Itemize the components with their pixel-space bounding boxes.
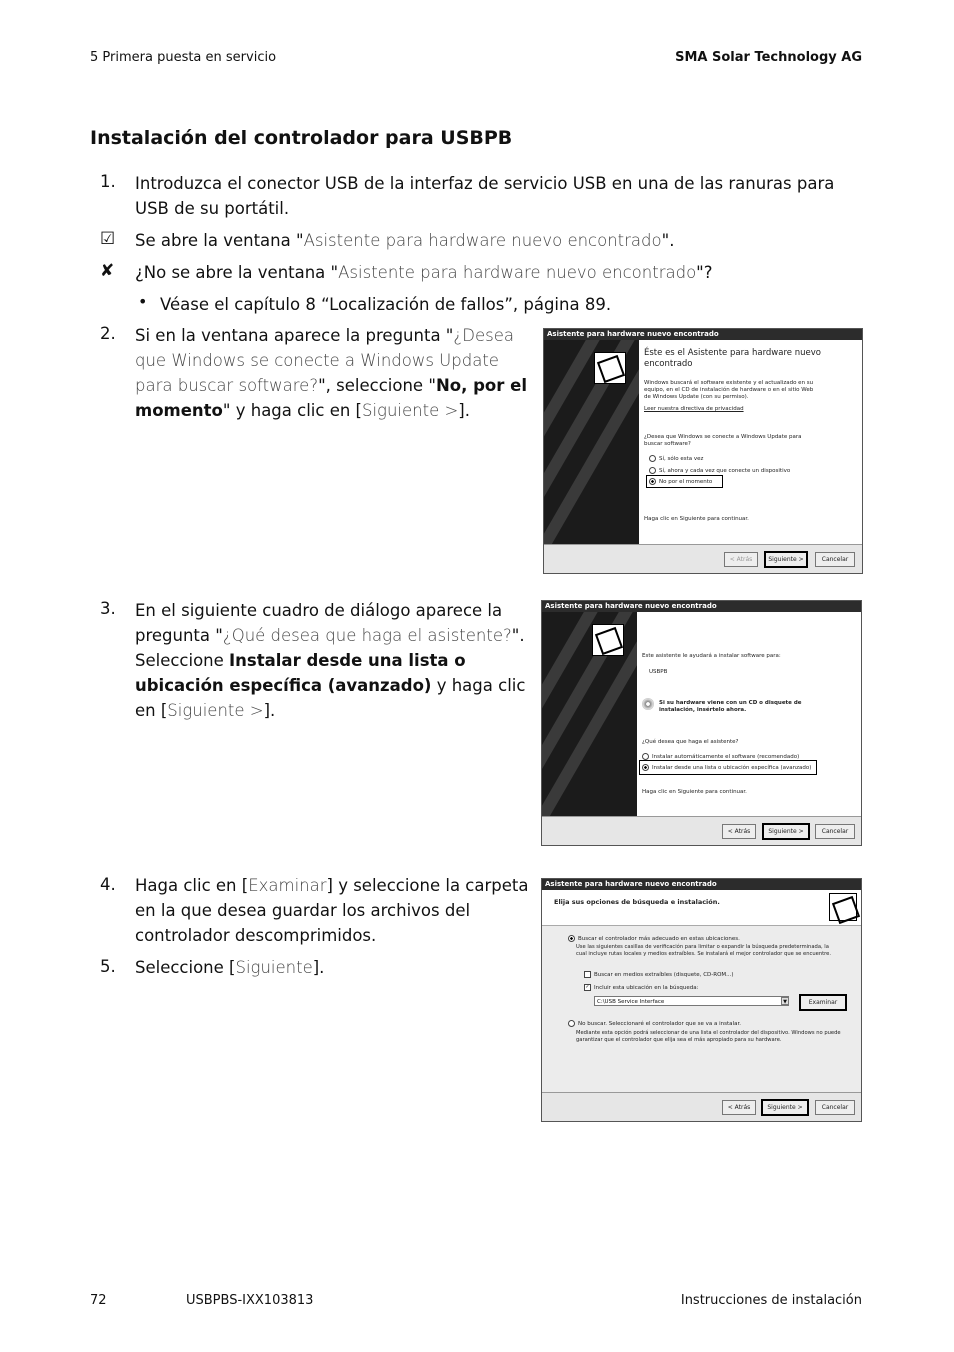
back-button[interactable]: < Atrás xyxy=(722,824,756,839)
step-2-text: Si en la ventana aparece la pregunta "¿Desea que Windows se conecte a Windows Update para buscar software?", seleccione "No, por el momento" y haga clic en [Siguiente >]. xyxy=(135,326,527,420)
radio-icon xyxy=(649,455,656,462)
radio-icon xyxy=(642,753,649,760)
result-fail-text: ¿No se abre la ventana "Asistente para hardware nuevo encontrado"? xyxy=(135,263,713,282)
radio-install-auto[interactable]: Instalar automáticamente el software (recomendado) xyxy=(642,753,799,761)
checkbox-include-location[interactable]: ✓ Incluir esta ubicación en la búsqueda: xyxy=(585,984,699,991)
cancel-button[interactable]: Cancelar xyxy=(815,1100,855,1115)
radio-icon xyxy=(649,467,656,474)
hardware-wizard-icon xyxy=(829,893,857,921)
dialog-button-bar xyxy=(544,544,862,573)
next-button[interactable]: Siguiente > xyxy=(764,551,808,568)
checkmark-icon: ☑ xyxy=(100,229,116,249)
result-ok-text: Se abre la ventana "Asistente para hardware nuevo encontrado". xyxy=(135,231,675,250)
highlight-frame xyxy=(646,475,723,488)
step-4-text: Haga clic en [Examinar] y seleccione la carpeta en la que desea guardar los archivos del controlador descomprimidos. xyxy=(135,876,529,945)
location-path-field[interactable]: C:\USB Service Interface xyxy=(594,996,789,1006)
privacy-link[interactable]: Leer nuestra directiva de privacidad xyxy=(644,406,744,412)
bullet-text: Véase el capítulo 8 “Localización de fallos”, página 89. xyxy=(160,295,612,314)
radio-icon xyxy=(568,1020,575,1027)
highlight-frame xyxy=(639,760,817,775)
dialog-heading: Éste es el Asistente para hardware nuevo encontrado xyxy=(644,348,821,369)
device-name: USBPB xyxy=(649,669,668,675)
search-description: Use las siguientes casillas de verificación para limitar o expandir la búsqueda predeterminada, la cual incluye rutas locales y medios extraíbles. Se instalará el mejor controlador que se encuentre. xyxy=(576,944,831,957)
cross-icon: ✘ xyxy=(100,261,115,281)
document-type: Instrucciones de instalación xyxy=(680,1293,862,1308)
step-5-number: 5. xyxy=(100,957,116,976)
cancel-button[interactable]: Cancelar xyxy=(815,824,855,839)
radio-search-best[interactable]: Buscar el controlador más adecuado en estas ubicaciones. xyxy=(568,935,740,943)
radio-not-now[interactable]: No por el momento xyxy=(649,478,712,486)
section-title: Instalación del controlador para USBPB xyxy=(90,127,513,149)
next-button[interactable]: Siguiente > xyxy=(762,823,810,840)
dialog-description: Windows buscará el software existente y el actualizado en su equipo, en el CD de instalación de hardware o en el sitio Web de Windows Update (con su permiso). xyxy=(644,380,814,400)
step-2-number: 2. xyxy=(100,324,116,343)
dialog-title-bar: Asistente para hardware nuevo encontrado xyxy=(542,879,861,890)
dialog-question: ¿Qué desea que haga el asistente? xyxy=(642,739,739,745)
radio-dont-search[interactable]: No buscar. Seleccionaré el controlador que se va a instalar. xyxy=(568,1020,741,1028)
cd-instruction: Si su hardware viene con un CD o disquete de instalación, insértelo ahora. xyxy=(659,700,802,713)
screenshot-dialog-install-options xyxy=(541,600,862,846)
dialog-header-band xyxy=(542,890,861,926)
dialog-question: ¿Desea que Windows se conecte a Windows Update para buscar software? xyxy=(644,434,802,447)
checkbox-removable-media[interactable]: Buscar en medios extraíbles (disquete, CD-ROM...) xyxy=(584,971,734,979)
dialog-continue-text: Haga clic en Siguiente para continuar. xyxy=(642,789,747,795)
wizard-side-graphic xyxy=(544,340,639,545)
step-3-text: En el siguiente cuadro de diálogo aparece la pregunta "¿Qué desea que haga el asistente?". Seleccione Instalar desde una lista o ubicación específica (avanzado) y haga clic en [Siguiente >]. xyxy=(135,601,526,720)
wizard-side-graphic xyxy=(542,612,637,817)
radio-yes-once[interactable]: Sí, sólo esta vez xyxy=(649,455,703,463)
dialog-body xyxy=(542,926,861,1093)
page-number: 72 xyxy=(90,1293,107,1308)
screenshot-dialog-search-options xyxy=(541,878,862,1122)
dropdown-arrow-icon[interactable]: ▼ xyxy=(781,997,789,1005)
screenshot-dialog-windows-update xyxy=(543,328,863,574)
step-1-number: 1. xyxy=(100,172,116,191)
dialog-title-bar: Asistente para hardware nuevo encontrado xyxy=(544,329,862,340)
running-header-chapter: 5 Primera puesta en servicio xyxy=(90,50,277,65)
dialog-body xyxy=(637,612,861,817)
step-4-number: 4. xyxy=(100,875,116,894)
cancel-button[interactable]: Cancelar xyxy=(815,552,855,567)
checkbox-checked-icon: ✓ xyxy=(585,984,590,990)
step-3-number: 3. xyxy=(100,599,116,618)
hardware-wizard-icon xyxy=(592,624,624,656)
next-button[interactable]: Siguiente > xyxy=(761,1099,809,1116)
document-code: USBPBS-IXX103813 xyxy=(186,1293,314,1308)
hardware-wizard-icon xyxy=(594,352,626,384)
dialog-heading: Elija sus opciones de búsqueda e instalación. xyxy=(554,898,720,906)
bullet-icon: • xyxy=(138,292,148,311)
cd-icon xyxy=(642,698,654,710)
browse-button[interactable]: Examinar xyxy=(799,994,847,1011)
step-5-text: Seleccione [Siguiente]. xyxy=(135,958,325,977)
step-1-text: Introduzca el conector USB de la interfaz de servicio USB en una de las ranuras para USB de su portátil. xyxy=(135,174,835,218)
dialog-button-bar xyxy=(542,816,861,845)
back-button[interactable]: < Atrás xyxy=(722,1100,756,1115)
dialog-button-bar xyxy=(542,1092,861,1121)
running-header-company: SMA Solar Technology AG xyxy=(675,50,862,65)
radio-selected-icon xyxy=(568,935,575,942)
dialog-intro: Este asistente le ayudará a instalar software para: xyxy=(642,653,781,659)
dont-search-description: Mediante esta opción podrá seleccionar de una lista el controlador del dispositivo. Windows no puede garantizar que el controlador que elija sea el más apropiado para su hardware. xyxy=(576,1030,841,1043)
dialog-continue-text: Haga clic en Siguiente para continuar. xyxy=(644,516,749,522)
radio-yes-always[interactable]: Sí, ahora y cada vez que conecte un dispositivo xyxy=(649,467,790,475)
dialog-title-bar: Asistente para hardware nuevo encontrado xyxy=(542,601,861,612)
checkbox-icon xyxy=(584,971,591,978)
back-button[interactable]: < Atrás xyxy=(724,552,758,567)
radio-install-list[interactable]: Instalar desde una lista o ubicación específica (avanzado) xyxy=(642,764,811,772)
dialog-body xyxy=(639,340,862,545)
